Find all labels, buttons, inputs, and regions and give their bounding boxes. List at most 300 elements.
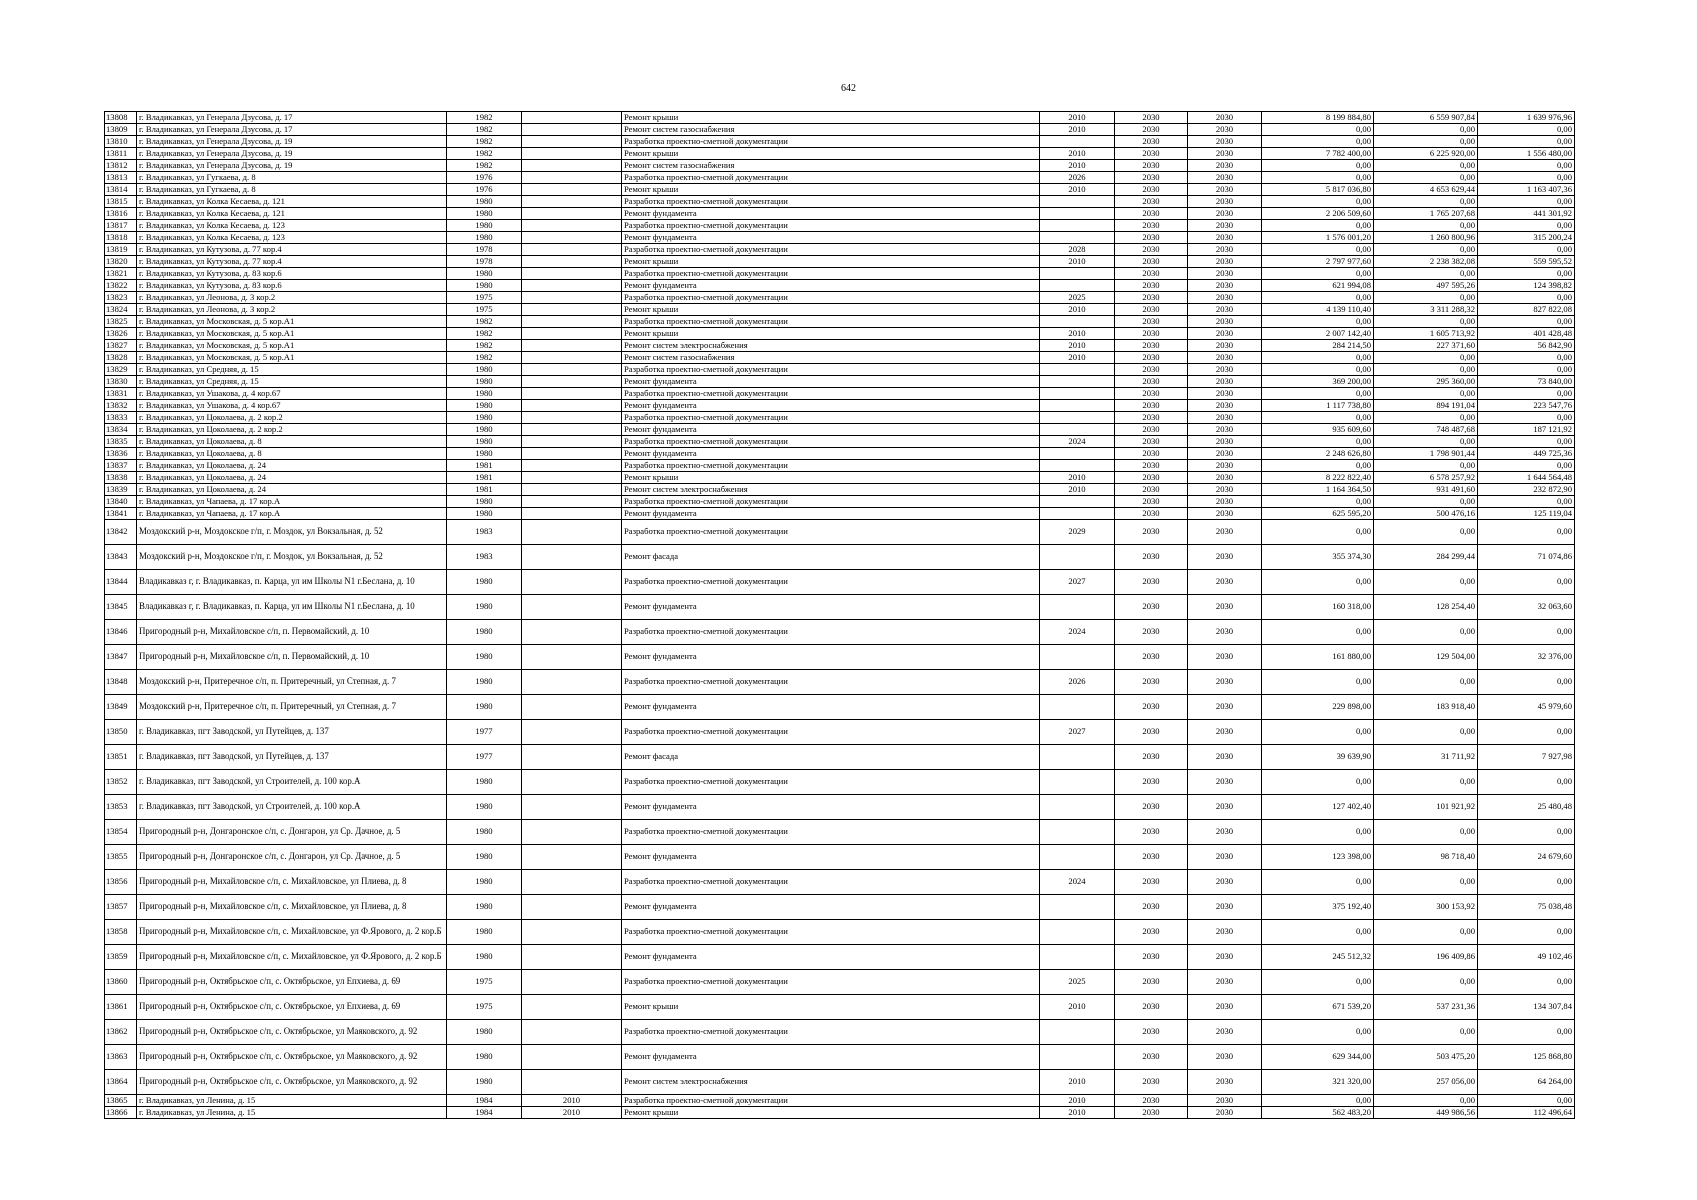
cell-last-repair-year	[1040, 280, 1115, 292]
cell-row-number: 13837	[105, 460, 137, 472]
cell-fund-share: 748 487,68	[1374, 424, 1478, 436]
cell-work-type: Разработка проектно-сметной документации	[622, 1020, 1040, 1045]
cell-fund-share: 6 559 907,84	[1374, 112, 1478, 124]
cell-build-year: 1984	[447, 1095, 522, 1107]
cell-row-number: 13855	[105, 845, 137, 870]
cell-fund-share: 0,00	[1374, 196, 1478, 208]
cell-build-year: 1980	[447, 1070, 522, 1095]
cell-planned-start-year: 2030	[1115, 545, 1188, 570]
cell-address: г. Владикавказ, ул Средняя, д. 15	[137, 376, 447, 388]
cell-row-number: 13861	[105, 995, 137, 1020]
cell-total-cost: 160 318,00	[1262, 595, 1374, 620]
table-row	[105, 620, 1575, 645]
table-row	[105, 460, 1575, 472]
cell-address: г. Владикавказ, ул Кутузова, д. 83 кор.6	[137, 280, 447, 292]
cell-planned-end-year: 2030	[1188, 436, 1262, 448]
cell-planned-end-year: 2030	[1188, 304, 1262, 316]
cell-total-cost: 7 782 400,00	[1262, 148, 1374, 160]
cell-work-type: Ремонт систем газоснабжения	[622, 352, 1040, 364]
cell-row-number: 13825	[105, 316, 137, 328]
cell-planned-end-year: 2030	[1188, 995, 1262, 1020]
cell-build-year: 1980	[447, 412, 522, 424]
cell-total-cost: 229 898,00	[1262, 695, 1374, 720]
cell-row-number: 13818	[105, 232, 137, 244]
cell-planned-end-year: 2030	[1188, 770, 1262, 795]
table-row	[105, 172, 1575, 184]
cell-previous-repair-year	[522, 136, 622, 148]
cell-fund-share: 128 254,40	[1374, 595, 1478, 620]
cell-work-type: Ремонт фундамента	[622, 232, 1040, 244]
cell-planned-start-year: 2030	[1115, 292, 1188, 304]
cell-planned-end-year: 2030	[1188, 148, 1262, 160]
cell-build-year: 1977	[447, 745, 522, 770]
table-row	[105, 280, 1575, 292]
cell-last-repair-year: 2010	[1040, 472, 1115, 484]
cell-owners-share: 0,00	[1478, 352, 1575, 364]
cell-total-cost: 0,00	[1262, 160, 1374, 172]
cell-last-repair-year	[1040, 424, 1115, 436]
cell-owners-share: 0,00	[1478, 220, 1575, 232]
cell-address: Пригородный р-н, Донгаронское с/п, с. Донгарон, ул Ср. Дачное, д. 5	[137, 820, 447, 845]
cell-address: г. Владикавказ, ул Цоколаева, д. 24	[137, 460, 447, 472]
cell-planned-start-year: 2030	[1115, 424, 1188, 436]
cell-previous-repair-year	[522, 970, 622, 995]
cell-last-repair-year	[1040, 388, 1115, 400]
cell-fund-share: 6 578 257,92	[1374, 472, 1478, 484]
cell-total-cost: 0,00	[1262, 292, 1374, 304]
cell-owners-share: 0,00	[1478, 136, 1575, 148]
cell-work-type: Разработка проектно-сметной документации	[622, 1095, 1040, 1107]
cell-planned-start-year: 2030	[1115, 570, 1188, 595]
cell-planned-end-year: 2030	[1188, 376, 1262, 388]
cell-build-year: 1980	[447, 845, 522, 870]
cell-address: Пригородный р-н, Михайловское с/п, с. Михайловское, ул Ф.Ярового, д. 2 кор.Б	[137, 945, 447, 970]
cell-total-cost: 2 248 626,80	[1262, 448, 1374, 460]
cell-last-repair-year: 2010	[1040, 1107, 1115, 1119]
cell-fund-share: 196 409,86	[1374, 945, 1478, 970]
cell-row-number: 13846	[105, 620, 137, 645]
cell-build-year: 1980	[447, 920, 522, 945]
cell-last-repair-year	[1040, 376, 1115, 388]
cell-total-cost: 0,00	[1262, 124, 1374, 136]
cell-work-type: Ремонт систем газоснабжения	[622, 160, 1040, 172]
cell-work-type: Ремонт крыши	[622, 304, 1040, 316]
cell-build-year: 1977	[447, 720, 522, 745]
cell-work-type: Разработка проектно-сметной документации	[622, 720, 1040, 745]
cell-planned-start-year: 2030	[1115, 595, 1188, 620]
cell-build-year: 1982	[447, 124, 522, 136]
cell-planned-end-year: 2030	[1188, 316, 1262, 328]
cell-address: г. Владикавказ, ул Генерала Дзусова, д. 19	[137, 136, 447, 148]
cell-planned-end-year: 2030	[1188, 508, 1262, 520]
cell-fund-share: 183 918,40	[1374, 695, 1478, 720]
cell-total-cost: 0,00	[1262, 720, 1374, 745]
cell-address: Пригородный р-н, Октябрьское с/п, с. Октябрьское, ул Маяковского, д. 92	[137, 1070, 447, 1095]
cell-work-type: Ремонт фундамента	[622, 945, 1040, 970]
cell-build-year: 1980	[447, 620, 522, 645]
cell-planned-end-year: 2030	[1188, 460, 1262, 472]
cell-row-number: 13813	[105, 172, 137, 184]
cell-previous-repair-year	[522, 1020, 622, 1045]
cell-planned-start-year: 2030	[1115, 316, 1188, 328]
cell-fund-share: 284 299,44	[1374, 545, 1478, 570]
cell-planned-start-year: 2030	[1115, 244, 1188, 256]
cell-owners-share: 0,00	[1478, 1095, 1575, 1107]
cell-row-number: 13842	[105, 520, 137, 545]
cell-row-number: 13836	[105, 448, 137, 460]
cell-fund-share: 2 238 382,08	[1374, 256, 1478, 268]
cell-planned-end-year: 2030	[1188, 244, 1262, 256]
cell-address: Пригородный р-н, Донгаронское с/п, с. Донгарон, ул Ср. Дачное, д. 5	[137, 845, 447, 870]
cell-last-repair-year: 2010	[1040, 328, 1115, 340]
cell-row-number: 13858	[105, 920, 137, 945]
cell-planned-start-year: 2030	[1115, 1070, 1188, 1095]
table-row	[105, 412, 1575, 424]
cell-build-year: 1980	[447, 208, 522, 220]
cell-previous-repair-year	[522, 160, 622, 172]
cell-previous-repair-year	[522, 148, 622, 160]
cell-previous-repair-year	[522, 292, 622, 304]
cell-owners-share: 24 679,60	[1478, 845, 1575, 870]
cell-address: Пригородный р-н, Михайловское с/п, с. Михайловское, ул Ф.Ярового, д. 2 кор.Б	[137, 920, 447, 945]
cell-address: г. Владикавказ, ул Генерала Дзусова, д. 19	[137, 148, 447, 160]
cell-planned-end-year: 2030	[1188, 945, 1262, 970]
cell-owners-share: 1 163 407,36	[1478, 184, 1575, 196]
cell-fund-share: 0,00	[1374, 292, 1478, 304]
cell-last-repair-year	[1040, 795, 1115, 820]
cell-planned-start-year: 2030	[1115, 376, 1188, 388]
cell-previous-repair-year	[522, 895, 622, 920]
cell-build-year: 1980	[447, 770, 522, 795]
cell-address: Моздокский р-н, Притеречное с/п, п. Притеречный, ул Степная, д. 7	[137, 695, 447, 720]
cell-total-cost: 0,00	[1262, 1095, 1374, 1107]
cell-build-year: 1981	[447, 484, 522, 496]
cell-planned-start-year: 2030	[1115, 412, 1188, 424]
cell-build-year: 1978	[447, 244, 522, 256]
cell-row-number: 13859	[105, 945, 137, 970]
cell-planned-start-year: 2030	[1115, 820, 1188, 845]
cell-fund-share: 0,00	[1374, 720, 1478, 745]
cell-total-cost: 369 200,00	[1262, 376, 1374, 388]
cell-previous-repair-year	[522, 364, 622, 376]
cell-planned-start-year: 2030	[1115, 670, 1188, 695]
cell-owners-share: 827 822,08	[1478, 304, 1575, 316]
cell-work-type: Ремонт крыши	[622, 1107, 1040, 1119]
cell-planned-end-year: 2030	[1188, 328, 1262, 340]
cell-planned-start-year: 2030	[1115, 508, 1188, 520]
cell-planned-start-year: 2030	[1115, 460, 1188, 472]
cell-planned-end-year: 2030	[1188, 208, 1262, 220]
cell-owners-share: 49 102,46	[1478, 945, 1575, 970]
cell-planned-end-year: 2030	[1188, 545, 1262, 570]
cell-planned-start-year: 2030	[1115, 645, 1188, 670]
cell-previous-repair-year	[522, 232, 622, 244]
cell-address: Пригородный р-н, Михайловское с/п, п. Первомайский, д. 10	[137, 645, 447, 670]
cell-last-repair-year	[1040, 496, 1115, 508]
table-row	[105, 208, 1575, 220]
cell-row-number: 13815	[105, 196, 137, 208]
cell-address: г. Владикавказ, ул Ушакова, д. 4 кор.67	[137, 400, 447, 412]
cell-previous-repair-year	[522, 172, 622, 184]
cell-planned-start-year: 2030	[1115, 124, 1188, 136]
cell-previous-repair-year	[522, 945, 622, 970]
cell-planned-end-year: 2030	[1188, 124, 1262, 136]
cell-total-cost: 321 320,00	[1262, 1070, 1374, 1095]
cell-row-number: 13847	[105, 645, 137, 670]
cell-work-type: Разработка проектно-сметной документации	[622, 292, 1040, 304]
cell-total-cost: 355 374,30	[1262, 545, 1374, 570]
cell-planned-end-year: 2030	[1188, 870, 1262, 895]
cell-owners-share: 232 872,90	[1478, 484, 1575, 496]
cell-planned-start-year: 2030	[1115, 695, 1188, 720]
cell-address: г. Владикавказ, ул Ленина, д. 15	[137, 1095, 447, 1107]
cell-owners-share: 32 063,60	[1478, 595, 1575, 620]
cell-address: Моздокский р-н, Моздокское г/п, г. Моздок, ул Вокзальная, д. 52	[137, 545, 447, 570]
cell-owners-share: 124 398,82	[1478, 280, 1575, 292]
cell-fund-share: 101 921,92	[1374, 795, 1478, 820]
cell-work-type: Ремонт систем электроснабжения	[622, 484, 1040, 496]
cell-build-year: 1982	[447, 148, 522, 160]
cell-previous-repair-year	[522, 472, 622, 484]
cell-build-year: 1980	[447, 364, 522, 376]
cell-planned-end-year: 2030	[1188, 920, 1262, 945]
cell-total-cost: 1 164 364,50	[1262, 484, 1374, 496]
capital-repair-table	[104, 111, 1575, 1119]
cell-address: Пригородный р-н, Октябрьское с/п, с. Октябрьское, ул Епхиева, д. 69	[137, 970, 447, 995]
cell-build-year: 1980	[447, 895, 522, 920]
cell-owners-share: 7 927,98	[1478, 745, 1575, 770]
cell-fund-share: 257 056,00	[1374, 1070, 1478, 1095]
cell-build-year: 1980	[447, 388, 522, 400]
table-row	[105, 112, 1575, 124]
table-row	[105, 1107, 1575, 1119]
cell-previous-repair-year	[522, 870, 622, 895]
cell-fund-share: 227 371,60	[1374, 340, 1478, 352]
table-row	[105, 364, 1575, 376]
table-row	[105, 845, 1575, 870]
cell-work-type: Разработка проектно-сметной документации	[622, 670, 1040, 695]
table-row	[105, 995, 1575, 1020]
cell-planned-end-year: 2030	[1188, 232, 1262, 244]
cell-last-repair-year: 2026	[1040, 670, 1115, 695]
cell-total-cost: 0,00	[1262, 244, 1374, 256]
cell-planned-start-year: 2030	[1115, 448, 1188, 460]
cell-fund-share: 129 504,00	[1374, 645, 1478, 670]
cell-total-cost: 0,00	[1262, 172, 1374, 184]
table-row	[105, 508, 1575, 520]
cell-previous-repair-year	[522, 1045, 622, 1070]
cell-total-cost: 0,00	[1262, 316, 1374, 328]
cell-build-year: 1980	[447, 508, 522, 520]
cell-work-type: Разработка проектно-сметной документации	[622, 244, 1040, 256]
cell-work-type: Разработка проектно-сметной документации	[622, 870, 1040, 895]
cell-planned-end-year: 2030	[1188, 795, 1262, 820]
table-row	[105, 472, 1575, 484]
cell-owners-share: 32 376,00	[1478, 645, 1575, 670]
cell-address: г. Владикавказ, ул Московская, д. 5 кор.А1	[137, 328, 447, 340]
cell-address: г. Владикавказ, ул Цоколаева, д. 2 кор.2	[137, 412, 447, 424]
cell-last-repair-year: 2010	[1040, 160, 1115, 172]
cell-owners-share: 56 842,90	[1478, 340, 1575, 352]
table-row	[105, 870, 1575, 895]
cell-owners-share: 64 264,00	[1478, 1070, 1575, 1095]
cell-owners-share: 401 428,48	[1478, 328, 1575, 340]
cell-last-repair-year: 2010	[1040, 124, 1115, 136]
cell-build-year: 1982	[447, 316, 522, 328]
cell-planned-end-year: 2030	[1188, 595, 1262, 620]
cell-last-repair-year	[1040, 460, 1115, 472]
cell-planned-end-year: 2030	[1188, 496, 1262, 508]
table-row	[105, 795, 1575, 820]
cell-fund-share: 537 231,36	[1374, 995, 1478, 1020]
cell-row-number: 13809	[105, 124, 137, 136]
cell-fund-share: 449 986,56	[1374, 1107, 1478, 1119]
cell-total-cost: 127 402,40	[1262, 795, 1374, 820]
cell-row-number: 13850	[105, 720, 137, 745]
cell-total-cost: 0,00	[1262, 870, 1374, 895]
cell-address: г. Владикавказ, ул Генерала Дзусова, д. 17	[137, 124, 447, 136]
cell-address: г. Владикавказ, ул Цоколаева, д. 8	[137, 436, 447, 448]
cell-row-number: 13832	[105, 400, 137, 412]
cell-total-cost: 0,00	[1262, 352, 1374, 364]
cell-row-number: 13854	[105, 820, 137, 845]
cell-owners-share: 125 868,80	[1478, 1045, 1575, 1070]
table-row	[105, 484, 1575, 496]
cell-planned-end-year: 2030	[1188, 484, 1262, 496]
cell-total-cost: 2 206 509,60	[1262, 208, 1374, 220]
cell-planned-start-year: 2030	[1115, 196, 1188, 208]
cell-row-number: 13817	[105, 220, 137, 232]
table-row	[105, 720, 1575, 745]
table-row	[105, 1045, 1575, 1070]
cell-work-type: Ремонт крыши	[622, 256, 1040, 268]
cell-total-cost: 245 512,32	[1262, 945, 1374, 970]
cell-build-year: 1982	[447, 328, 522, 340]
cell-address: г. Владикавказ, ул Московская, д. 5 кор.А1	[137, 340, 447, 352]
cell-build-year: 1980	[447, 268, 522, 280]
table-row	[105, 1095, 1575, 1107]
table-row	[105, 945, 1575, 970]
cell-planned-end-year: 2030	[1188, 292, 1262, 304]
cell-total-cost: 4 139 110,40	[1262, 304, 1374, 316]
cell-row-number: 13822	[105, 280, 137, 292]
cell-previous-repair-year	[522, 124, 622, 136]
cell-fund-share: 0,00	[1374, 970, 1478, 995]
cell-owners-share: 0,00	[1478, 1020, 1575, 1045]
cell-previous-repair-year	[522, 328, 622, 340]
cell-total-cost: 0,00	[1262, 388, 1374, 400]
cell-build-year: 1980	[447, 1020, 522, 1045]
cell-planned-end-year: 2030	[1188, 220, 1262, 232]
cell-planned-start-year: 2030	[1115, 845, 1188, 870]
cell-total-cost: 0,00	[1262, 268, 1374, 280]
cell-last-repair-year: 2010	[1040, 184, 1115, 196]
cell-owners-share: 134 307,84	[1478, 995, 1575, 1020]
cell-address: Моздокский р-н, Притеречное с/п, п. Притеречный, ул Степная, д. 7	[137, 670, 447, 695]
cell-owners-share: 0,00	[1478, 268, 1575, 280]
cell-planned-end-year: 2030	[1188, 412, 1262, 424]
cell-build-year: 1980	[447, 280, 522, 292]
cell-last-repair-year: 2029	[1040, 520, 1115, 545]
cell-previous-repair-year	[522, 720, 622, 745]
cell-total-cost: 629 344,00	[1262, 1045, 1374, 1070]
cell-planned-start-year: 2030	[1115, 620, 1188, 645]
cell-work-type: Ремонт фундамента	[622, 508, 1040, 520]
cell-previous-repair-year	[522, 820, 622, 845]
table-row	[105, 352, 1575, 364]
cell-total-cost: 625 595,20	[1262, 508, 1374, 520]
cell-planned-end-year: 2030	[1188, 136, 1262, 148]
cell-fund-share: 0,00	[1374, 388, 1478, 400]
cell-address: Пригородный р-н, Октябрьское с/п, с. Октябрьское, ул Маяковского, д. 92	[137, 1045, 447, 1070]
cell-planned-end-year: 2030	[1188, 1070, 1262, 1095]
cell-work-type: Разработка проектно-сметной документации	[622, 920, 1040, 945]
cell-work-type: Ремонт систем электроснабжения	[622, 1070, 1040, 1095]
cell-previous-repair-year	[522, 995, 622, 1020]
table-row	[105, 148, 1575, 160]
page-number: 642	[841, 83, 856, 94]
cell-planned-start-year: 2030	[1115, 520, 1188, 545]
cell-planned-end-year: 2030	[1188, 670, 1262, 695]
cell-last-repair-year: 2010	[1040, 484, 1115, 496]
cell-row-number: 13828	[105, 352, 137, 364]
cell-last-repair-year	[1040, 364, 1115, 376]
cell-row-number: 13841	[105, 508, 137, 520]
cell-build-year: 1982	[447, 160, 522, 172]
cell-total-cost: 562 483,20	[1262, 1107, 1374, 1119]
cell-work-type: Ремонт фундамента	[622, 645, 1040, 670]
cell-work-type: Разработка проектно-сметной документации	[622, 268, 1040, 280]
cell-previous-repair-year	[522, 545, 622, 570]
cell-planned-start-year: 2030	[1115, 1045, 1188, 1070]
cell-work-type: Разработка проектно-сметной документации	[622, 820, 1040, 845]
cell-planned-start-year: 2030	[1115, 795, 1188, 820]
cell-fund-share: 0,00	[1374, 268, 1478, 280]
cell-planned-end-year: 2030	[1188, 112, 1262, 124]
cell-fund-share: 295 360,00	[1374, 376, 1478, 388]
cell-planned-end-year: 2030	[1188, 340, 1262, 352]
table-row	[105, 496, 1575, 508]
cell-planned-end-year: 2030	[1188, 352, 1262, 364]
cell-build-year: 1980	[447, 220, 522, 232]
table-row	[105, 570, 1575, 595]
cell-last-repair-year	[1040, 845, 1115, 870]
cell-planned-start-year: 2030	[1115, 148, 1188, 160]
cell-last-repair-year	[1040, 268, 1115, 280]
cell-owners-share: 75 038,48	[1478, 895, 1575, 920]
cell-owners-share: 0,00	[1478, 870, 1575, 895]
cell-address: г. Владикавказ, ул Генерала Дзусова, д. 17	[137, 112, 447, 124]
cell-last-repair-year	[1040, 220, 1115, 232]
cell-planned-end-year: 2030	[1188, 448, 1262, 460]
cell-last-repair-year	[1040, 945, 1115, 970]
cell-last-repair-year: 2024	[1040, 870, 1115, 895]
cell-previous-repair-year	[522, 484, 622, 496]
cell-last-repair-year	[1040, 1045, 1115, 1070]
cell-work-type: Ремонт фундамента	[622, 208, 1040, 220]
cell-planned-end-year: 2030	[1188, 256, 1262, 268]
cell-planned-end-year: 2030	[1188, 400, 1262, 412]
cell-previous-repair-year	[522, 460, 622, 472]
cell-address: Моздокский р-н, Моздокское г/п, г. Моздок, ул Вокзальная, д. 52	[137, 520, 447, 545]
cell-work-type: Ремонт крыши	[622, 328, 1040, 340]
cell-owners-share: 0,00	[1478, 620, 1575, 645]
cell-planned-start-year: 2030	[1115, 400, 1188, 412]
cell-previous-repair-year	[522, 620, 622, 645]
cell-total-cost: 0,00	[1262, 196, 1374, 208]
cell-fund-share: 0,00	[1374, 670, 1478, 695]
cell-planned-end-year: 2030	[1188, 424, 1262, 436]
